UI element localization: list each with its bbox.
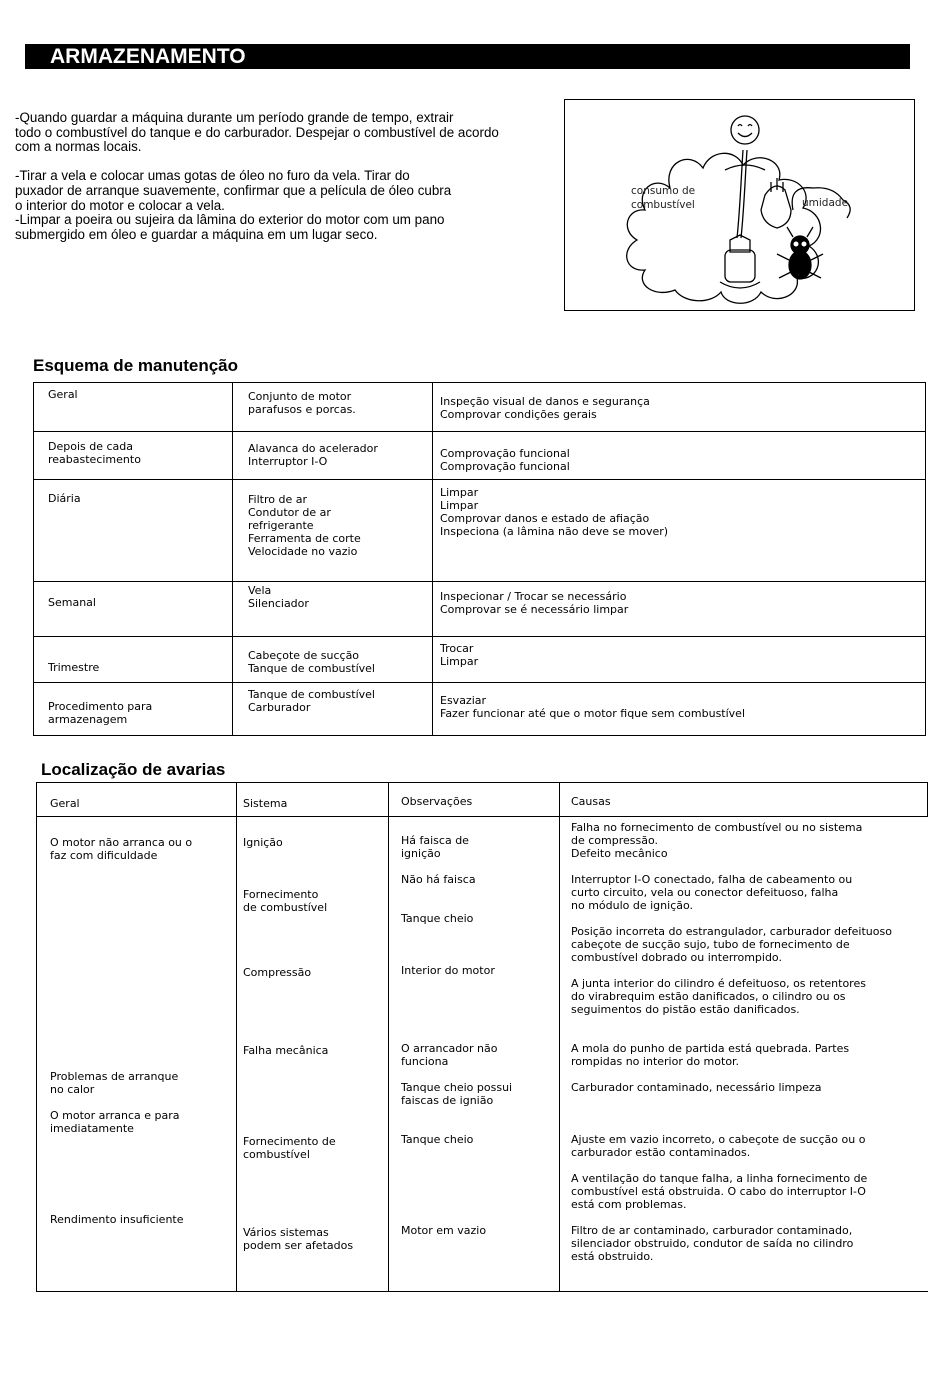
maintenance-action: Esvaziar Fazer funcionar até que o motor fique sem combustível: [440, 694, 746, 720]
table-border: [33, 382, 34, 736]
system: Falha mecânica: [243, 1044, 329, 1057]
row-divider: [33, 431, 926, 432]
maintenance-component: Alavanca do acelerador Interruptor I-O: [248, 442, 378, 468]
table-border: [36, 782, 37, 1292]
header-divider: [36, 816, 928, 817]
observation: Tanque cheio: [401, 1133, 474, 1146]
maintenance-action: Inspeção visual de danos e segurança Comprovar condições gerais: [440, 395, 650, 421]
storage-illustration: [564, 99, 915, 311]
symptom: O motor arranca e para imediatamente: [50, 1109, 180, 1135]
page-title: ARMAZENAMENTO: [50, 45, 246, 68]
table-border: [927, 782, 928, 817]
system: Fornecimento de combustível: [243, 888, 328, 914]
system: Vários sistemas podem ser afetados: [243, 1226, 354, 1252]
cause: Interruptor I-O conectado, falha de cabeamento ou curto circuito, vela ou conector defeituoso, falha no módulo de ignição.: [571, 873, 853, 912]
maintenance-interval: Diária: [48, 492, 81, 505]
system: Compressão: [243, 966, 312, 979]
header-causas: Causas: [571, 795, 611, 808]
table-border: [36, 1291, 928, 1292]
label-fuel-consumption: consumo de combustível: [631, 185, 696, 211]
storage-instructions: [15, 111, 550, 243]
symptom: Rendimento insuficiente: [50, 1213, 184, 1226]
maintenance-component: Vela Silenciador: [248, 584, 309, 610]
row-divider: [33, 479, 926, 480]
title-bar: [25, 44, 910, 69]
maintenance-component: Tanque de combustível Carburador: [248, 688, 375, 714]
maintenance-action: Trocar Limpar: [440, 642, 479, 668]
system: Ignição: [243, 836, 283, 849]
header-sistema: Sistema: [243, 797, 288, 810]
observation: O arrancador não funciona: [401, 1042, 498, 1068]
maintenance-component: Filtro de ar Condutor de ar refrigerante Ferramenta de corte Velocidade no vazio: [248, 493, 361, 558]
cause: Posição incorreta do estrangulador, carburador defeituoso cabeçote de sucção sujo, tubo de fornecimento de combustível dobrado ou interrompido.: [571, 925, 892, 964]
table-border: [33, 382, 926, 383]
observation: Tanque cheio possui faiscas de ignião: [401, 1081, 513, 1107]
table-border: [925, 382, 926, 736]
cause: Falha no fornecimento de combustível ou no sistema de compressão. Defeito mecânico: [571, 821, 863, 860]
instruction-paragraph-2: -Tirar a vela e colocar umas gotas de óleo no furo da vela. Tirar do puxador de arranque suavemente, confirmar que a película de óleo cubra o interior do motor e colocar a vela. -Limpar a poeira ou sujeira da lâmina do exterior do motor com um pano submergido em óleo e guardar a máquina em um lugar seco.: [15, 168, 452, 242]
row-divider: [33, 682, 926, 683]
cause: Filtro de ar contaminado, carburador contaminado, silenciador obstruido, condutor de saída no cilindro está obstruido.: [571, 1224, 854, 1263]
row-divider: [33, 636, 926, 637]
cause: Ajuste em vazio incorreto, o cabeçote de sucção ou o carburador estão contaminados.: [571, 1133, 866, 1159]
row-divider: [33, 581, 926, 582]
maintenance-action: Limpar Limpar Comprovar danos e estado de afiação Inspeciona (a lâmina não deve se mover): [440, 486, 669, 538]
instruction-paragraph-1: -Quando guardar a máquina durante um período grande de tempo, extrair todo o combustível do tanque e do carburador. Despejar o combustível de acordo com a normas locais.: [15, 110, 499, 155]
table-border: [36, 782, 928, 783]
column-divider: [236, 782, 237, 1292]
maintenance-component: Cabeçote de sucção Tanque de combustível: [248, 649, 375, 675]
maintenance-action: Comprovação funcional Comprovação funcional: [440, 447, 570, 473]
cause: Carburador contaminado, necessário limpeza: [571, 1081, 822, 1094]
column-divider: [432, 382, 433, 736]
header-geral: Geral: [50, 797, 80, 810]
maintenance-heading: Esquema de manutenção: [33, 356, 239, 375]
label-humidity: umidade: [802, 197, 849, 209]
cause: A junta interior do cilindro é defeituoso, os retentores do virabrequim estão danificados, o cilindro ou os seguimentos do pistão estão danificados.: [571, 977, 866, 1016]
observation: Há faisca de ignição: [401, 834, 469, 860]
column-divider: [232, 382, 233, 736]
observation: Interior do motor: [401, 964, 495, 977]
column-divider: [388, 782, 389, 1292]
illustration-drawing: [565, 100, 914, 310]
troubleshooting-heading: Localização de avarias: [41, 760, 226, 779]
cause: A mola do punho de partida está quebrada. Partes rompidas no interior do motor.: [571, 1042, 850, 1068]
cause: A ventilação do tanque falha, a linha fornecimento de combustível está obstruida. O cabo do interruptor I-O está com problemas.: [571, 1172, 868, 1211]
observation: Não há faisca: [401, 873, 476, 886]
maintenance-interval: Depois de cada reabastecimento: [48, 440, 141, 466]
maintenance-interval: Trimestre: [48, 661, 100, 674]
maintenance-interval: Procedimento para armazenagem: [48, 700, 153, 726]
observation: Tanque cheio: [401, 912, 474, 925]
maintenance-action: Inspecionar / Trocar se necessário Comprovar se é necessário limpar: [440, 590, 629, 616]
table-border: [33, 735, 926, 736]
system: Fornecimento de combustível: [243, 1135, 336, 1161]
symptom: O motor não arranca ou o faz com dificuldade: [50, 836, 193, 862]
maintenance-interval: Geral: [48, 388, 78, 401]
header-observacoes: Observações: [401, 795, 473, 808]
column-divider: [559, 782, 560, 1292]
symptom: Problemas de arranque no calor: [50, 1070, 179, 1096]
maintenance-interval: Semanal: [48, 596, 96, 609]
maintenance-component: Conjunto de motor parafusos e porcas.: [248, 390, 356, 416]
observation: Motor em vazio: [401, 1224, 487, 1237]
